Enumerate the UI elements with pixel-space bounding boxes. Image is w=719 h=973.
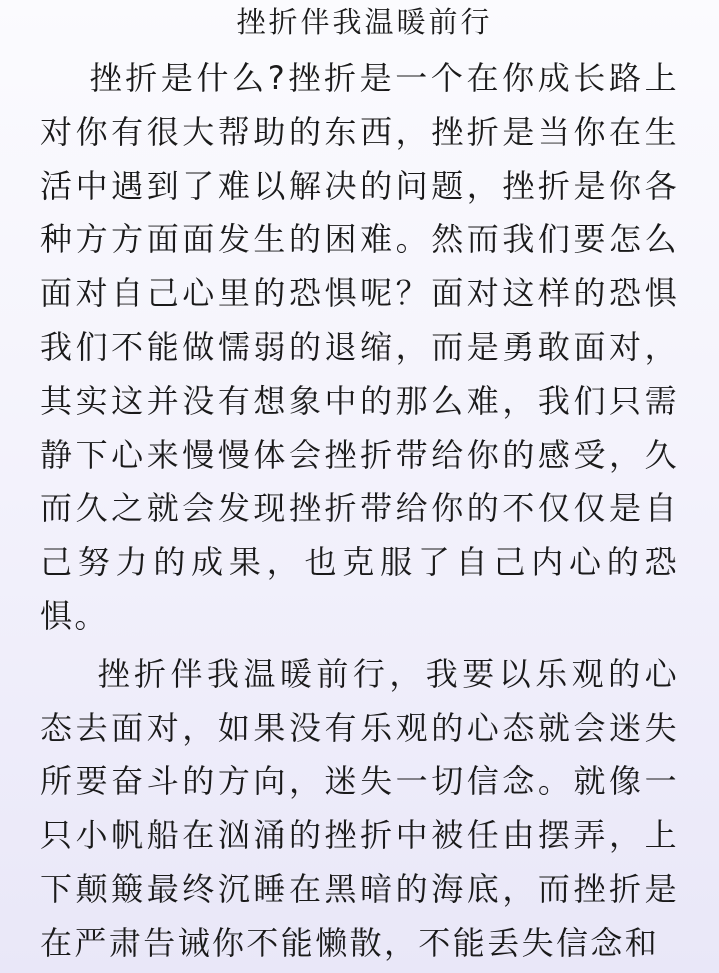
essay-paragraph-1: 挫折是什么?挫折是一个在你成长路上对你有很大帮助的东西，挫折是当你在生活中遇到了难以解决的问题，挫折是你各种方方面面发生的困难。然而我们要怎么面对自己心里的恐惧呢？面对这样的恐惧我们不能做懦弱的退缩，而是勇敢面对，其实这并没有想象中的那么难，我们只需静下心来慢慢体会挫折带给你的感受，久而久之就会发现挫折带给你的不仅仅是自己努力的成果，也克服了自己内心的恐惧。 [40,59,679,635]
essay-paragraph-2: 挫折伴我温暖前行，我要以乐观的心态去面对，如果没有乐观的心态就会迷失所要奋斗的方向，迷失一切信念。就像一只小帆船在汹涌的挫折中被任由摆弄，上下颠簸最终沉睡在黑暗的海底，而挫折是在严肃告诫你不能懒散，不能丢失信念和 [40,654,679,962]
essay-title: 挫折伴我温暖前行 [236,5,493,39]
